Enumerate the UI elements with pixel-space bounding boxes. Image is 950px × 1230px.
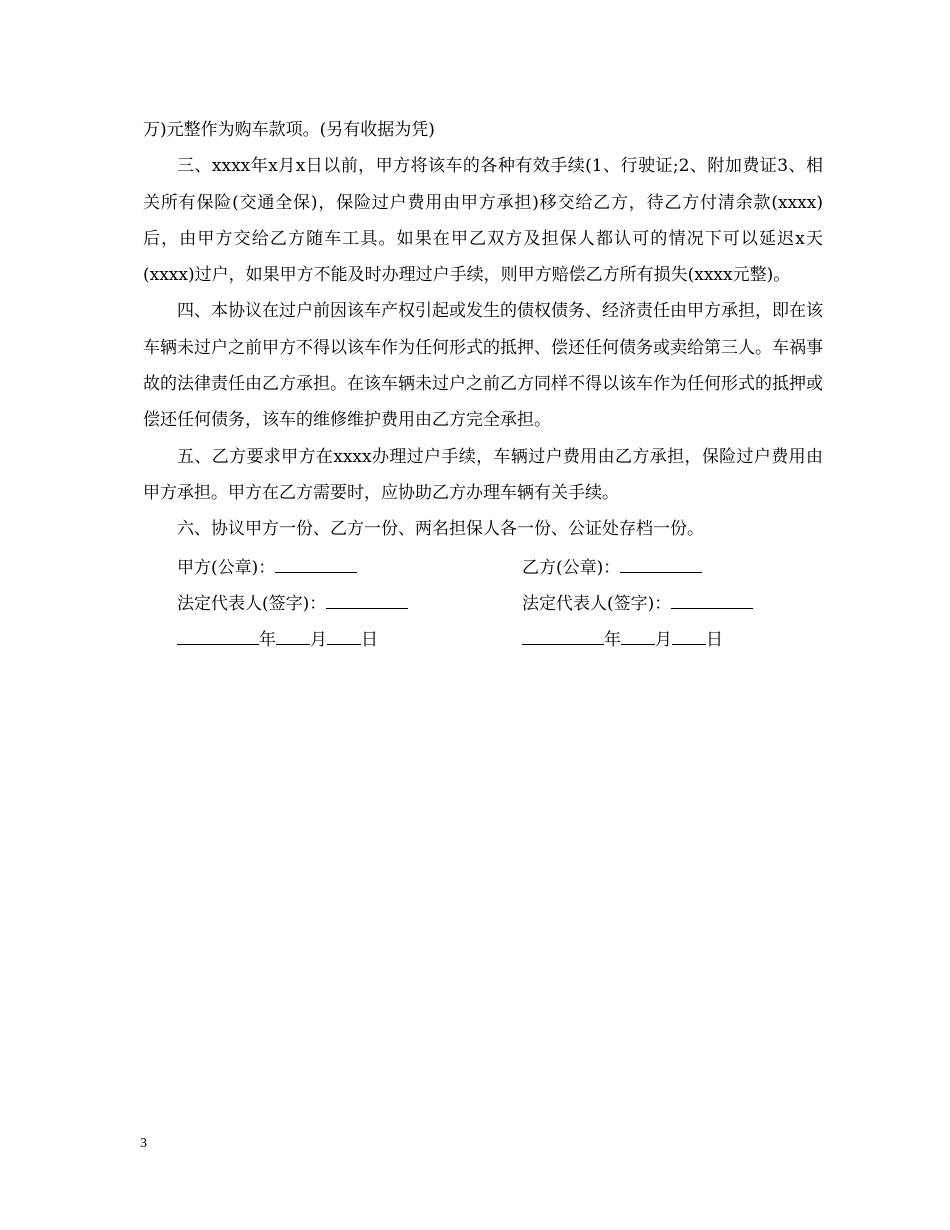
- party-a-representative: [177, 584, 408, 622]
- representative-row: [143, 584, 823, 620]
- party-b-date: [522, 620, 723, 658]
- party-b-rep-label: 法定代表人(签字)：: [522, 593, 672, 614]
- date-row: [143, 620, 823, 656]
- party-a-seal: [177, 548, 357, 586]
- month-label: 月: [310, 630, 327, 651]
- party-b-representative: [522, 584, 753, 622]
- month-blank: [621, 620, 655, 645]
- clause-five: 五、乙方要求甲方在xxxx办理过户手续，车辆过户费用由乙方承担，保险过户费用由甲方承担。甲方在乙方需要时，应协助乙方办理车辆有关手续。: [143, 446, 823, 503]
- paragraph-continuation: 万)元整作为购车款项。(另有收据为凭): [143, 120, 435, 140]
- day-blank: [672, 620, 706, 645]
- year-label: 年: [604, 630, 621, 651]
- clause-six: 六、协议甲方一份、乙方一份、两名担保人各一份、公证处存档一份。: [177, 519, 704, 540]
- party-a-rep-blank: [326, 584, 408, 609]
- day-label: 日: [361, 630, 378, 651]
- clause-four: 四、本协议在过户前因该车产权引起或发生的债权债务、经济责任由甲方承担，即在该车辆未过户之前甲方不得以该车作为任何形式的抵押、偿还任何债务或卖给第三人。车祸事故的法律责任由乙方承担。在该车辆未过户之前乙方同样不得以该车作为任何形式的抵押或偿还任何债务，该车的维修维护费用由乙方完全承担。: [143, 301, 823, 431]
- year-blank: [177, 620, 259, 645]
- seal-row: [143, 548, 823, 584]
- day-label: 日: [706, 630, 723, 651]
- party-a-date: [177, 620, 378, 658]
- month-blank: [276, 620, 310, 645]
- party-b-seal-blank: [620, 548, 702, 573]
- party-a-seal-blank: [275, 548, 357, 573]
- year-label: 年: [259, 630, 276, 651]
- document-body: [143, 112, 823, 656]
- party-a-rep-label: 法定代表人(签字)：: [177, 593, 327, 614]
- party-b-seal-label: 乙方(公章)：: [522, 557, 621, 578]
- party-b-rep-blank: [671, 584, 753, 609]
- party-b-seal: [522, 548, 702, 586]
- year-blank: [522, 620, 604, 645]
- party-a-seal-label: 甲方(公章)：: [177, 557, 276, 578]
- day-blank: [327, 620, 361, 645]
- clause-three: 三、xxxx年x月x日以前，甲方将该车的各种有效手续(1、行驶证;2、附加费证3、相关所有保险(交通全保)，保险过户费用由甲方承担)移交给乙方，待乙方付清余款(xxxx)后，由甲方交给乙方随车工具。如果在甲乙双方及担保人都认可的情况下可以延迟x天(xxxx)过户，如果甲方不能及时办理过户手续，则甲方赔偿乙方所有损失(xxxx元整)。: [143, 156, 823, 286]
- month-label: 月: [655, 630, 672, 651]
- page-number: 3: [140, 1136, 147, 1151]
